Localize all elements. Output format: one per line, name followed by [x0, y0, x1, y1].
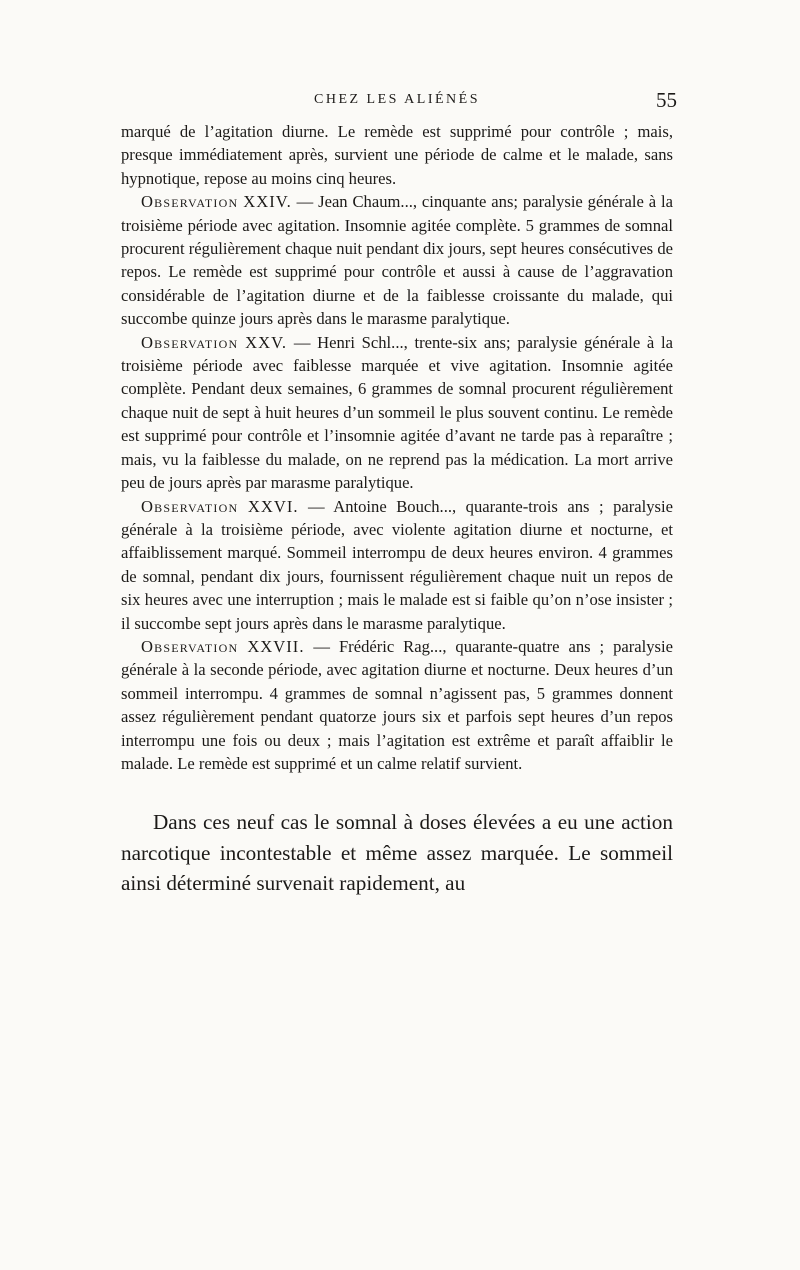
case-observations-block — [121, 120, 673, 775]
observation-number: XXIV. — [243, 192, 292, 212]
observation-xxvi — [121, 495, 673, 635]
observation-text: — Antoine Bouch..., quarante-trois ans ; paralysie générale à la troisième période, avec violente agitation diurne et nocturne, et affaiblissement marqué. Sommeil interrompu de deux heures environ. 4 grammes de somnal, pendant dix jours, fournissent régulièrement chaque nuit un repos de six heures avec une interruption ; mais le malade est si faible qu’on n’ose insister ; il succombe sept jours après dans le marasme paralytique. — [121, 496, 673, 633]
intro-paragraph: marqué de l’agitation diurne. Le remède est supprimé pour contrôle ; mais, presque immédiatement après, survient une période de calme et le malade, sans hypnotique, repose au moins cinq heures. — [121, 122, 673, 188]
observation-text: — Henri Schl..., trente-six ans; paralysie générale à la troisième période avec faiblesse marquée et vive agitation. Insomnie agitée complète. Pendant deux semaines, 6 grammes de somnal procurent régulièrement chaque nuit de sept à huit heures d’un sommeil le plus souvent continu. Le remède est supprimé pour contrôle et l’insomnie agitée d’avant ne tarde pas à reparaître ; mais, vu la faiblesse du malade, on ne reprend pas la médication. La mort arrive peu de jours après par marasme paralytique. — [121, 332, 674, 493]
observation-label: Observation — [141, 192, 239, 212]
observation-label: Observation — [141, 636, 239, 656]
observation-xxiv — [121, 190, 673, 330]
observation-number: XXVI. — [247, 496, 299, 516]
observation-number: XXV. — [245, 332, 288, 352]
running-title: CHEZ LES ALIÉNÉS — [314, 92, 480, 107]
observation-text: — Frédéric Rag..., quarante-quatre ans ; paralysie générale à la seconde période, avec agitation diurne et nocturne. Deux heures d’un sommeil interrompu. 4 grammes de somnal n’agissent pas, 5 grammes donnent assez régulièrement pendant quatorze jours six et parfois sept heures d’un repos interrompu une fois ou deux ; mais l’agitation est extrême et paraît affaiblir le malade. Le remède est supprimé et un calme relatif survient. — [121, 636, 673, 773]
closing-paragraph: Dans ces neuf cas le somnal à doses élevées a eu une action narcotique incontestable et même assez marquée. Le sommeil ainsi déterminé survenait rapidement, au — [121, 810, 673, 895]
book-page — [121, 88, 677, 898]
observation-xxvii — [121, 635, 673, 775]
observation-text: — Jean Chaum..., cinquante ans; paralysie générale à la troisième période avec agitation. Insomnie agitée complète. 5 grammes de somnal procurent régulièrement chaque nuit pendant dix jours, sept heures consécutives de repos. Le remède est supprimé pour contrôle et aussi à cause de l’aggravation considérable de l’agitation diurne et de la faiblesse croissante du malade, qui succombe quinze jours après dans le marasme paralytique. — [121, 192, 673, 329]
observation-label: Observation — [141, 496, 239, 516]
observation-xxv — [121, 331, 673, 495]
observation-label: Observation — [141, 332, 239, 352]
conclusion-block — [121, 807, 673, 898]
running-head — [121, 88, 677, 120]
page-number: 55 — [656, 88, 677, 112]
observation-number: XXVII. — [247, 636, 305, 656]
